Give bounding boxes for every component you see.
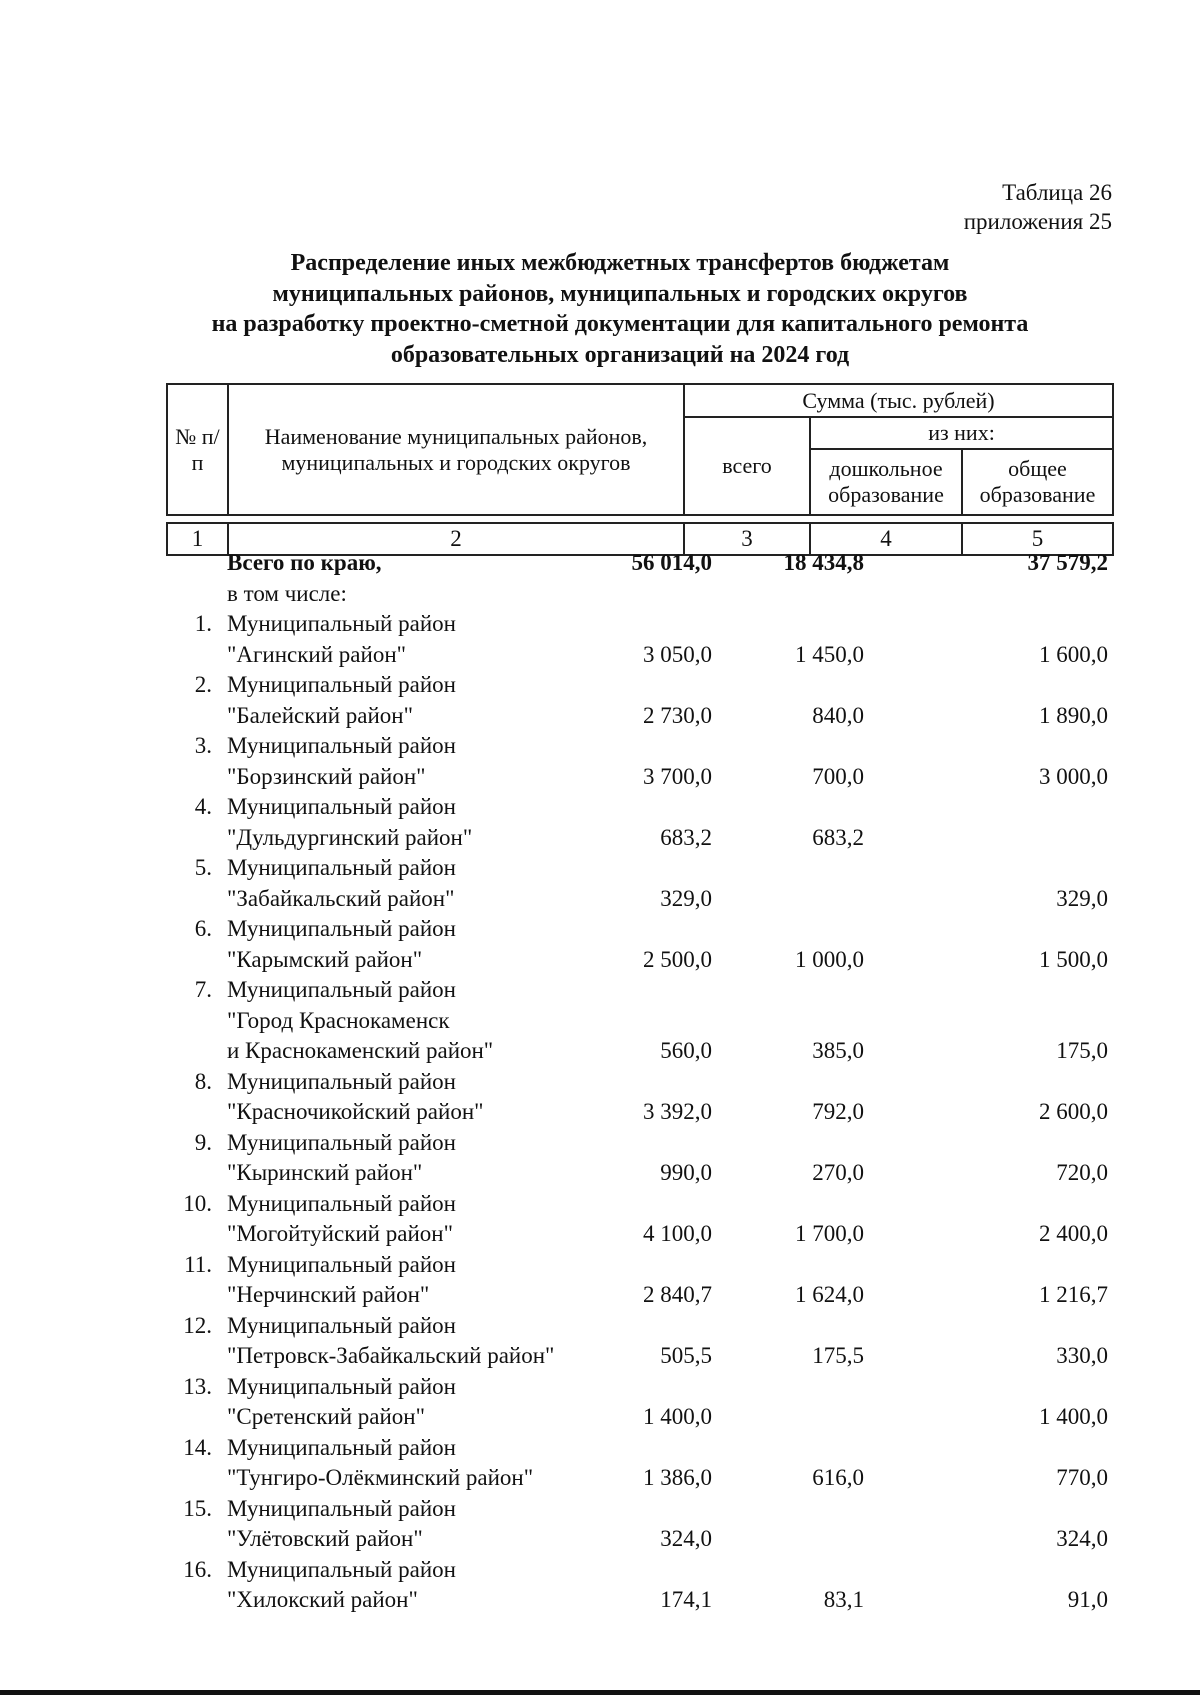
row-total: 2 500,0 (643, 946, 712, 972)
title-line: муниципальных районов, муниципальных и городских округов (272, 280, 968, 307)
row-general: 330,0 (1056, 1343, 1108, 1368)
row-preschool: 840,0 (812, 702, 864, 728)
row-number: 4. (194, 794, 212, 819)
table-row (166, 1311, 1112, 1372)
row-name (227, 1128, 667, 1189)
row-number: 15. (183, 1495, 212, 1521)
row-total: 1 400,0 (643, 1404, 712, 1429)
table-row (166, 1494, 1112, 1555)
header-of-which: из них: (810, 417, 1113, 449)
table-row (166, 1250, 1112, 1311)
row-name-line: Муниципальный район (227, 1556, 456, 1582)
header-sum: Сумма (тыс. рублей) (684, 384, 1113, 417)
row-general: 1 890,0 (1039, 702, 1108, 728)
table-row (166, 731, 1112, 792)
row-total: 3 700,0 (643, 763, 712, 789)
row-general: 720,0 (1056, 1160, 1108, 1185)
row-general: 175,0 (1056, 1038, 1108, 1063)
row-name (227, 1433, 667, 1494)
row-total: 2 730,0 (643, 702, 712, 728)
row-total: 324,0 (660, 1526, 712, 1551)
header-num: № п/п (167, 384, 228, 515)
row-name-line: "Борзинский район" (227, 763, 426, 789)
table-caption-appendix: приложения 25 (963, 209, 1112, 234)
total-preschool: 18 434,8 (783, 550, 864, 575)
row-number: 9. (194, 1129, 212, 1155)
row-name (227, 1250, 667, 1311)
row-number: 7. (194, 977, 212, 1002)
row-preschool: 83,1 (823, 1587, 864, 1612)
row-name (227, 975, 667, 1067)
row-name-line: и Краснокаменский район" (227, 1038, 494, 1063)
row-total: 3 392,0 (643, 1099, 712, 1124)
total-row (166, 548, 1112, 609)
row-name-line: "Петровск-Забайкальский район" (227, 1343, 555, 1368)
row-name-line: Муниципальный район (227, 672, 456, 697)
row-general: 770,0 (1056, 1465, 1108, 1490)
row-number: 6. (194, 916, 212, 941)
row-number: 11. (184, 1251, 212, 1277)
table-row (166, 1555, 1112, 1616)
row-name-line: "Дульдургинский район" (227, 824, 473, 850)
row-name (227, 1189, 667, 1250)
row-name-line: Муниципальный район (227, 794, 456, 819)
row-name (227, 670, 667, 731)
row-number: 8. (194, 1068, 212, 1094)
row-total: 990,0 (660, 1160, 712, 1185)
row-name-line: Муниципальный район (227, 1068, 456, 1094)
total-label: Всего по краю, (227, 550, 382, 575)
row-preschool: 1 000,0 (795, 946, 864, 972)
row-name-line: Муниципальный район (227, 977, 456, 1002)
table-row (166, 853, 1112, 914)
table-row (166, 1128, 1112, 1189)
table-row (166, 792, 1112, 853)
row-preschool: 1 700,0 (795, 1221, 864, 1246)
header-total: всего (684, 417, 810, 515)
table-header (166, 383, 1114, 556)
row-total: 2 840,7 (643, 1282, 712, 1307)
row-name-line: Муниципальный район (227, 1434, 456, 1460)
row-name-line: "Карымский район" (227, 946, 423, 972)
row-general: 2 600,0 (1039, 1099, 1108, 1124)
row-name (227, 609, 667, 670)
row-name (227, 792, 667, 853)
row-name (227, 1494, 667, 1555)
title-line: на разработку проектно-сметной документации для капитального ремонта (211, 311, 1029, 337)
row-number: 1. (194, 611, 212, 636)
row-number: 2. (194, 672, 212, 697)
row-name (227, 1067, 667, 1128)
row-preschool: 792,0 (812, 1099, 864, 1124)
row-preschool: 270,0 (812, 1160, 864, 1185)
row-name-line: Муниципальный район (227, 1251, 456, 1277)
row-preschool: 700,0 (812, 763, 864, 789)
row-name-line: Муниципальный район (227, 1312, 456, 1338)
col-number-2: 2 (228, 523, 684, 555)
col-number-3: 3 (684, 523, 810, 555)
row-name (227, 731, 667, 792)
row-general: 3 000,0 (1039, 763, 1108, 789)
row-total: 505,5 (660, 1343, 712, 1368)
table-row (166, 914, 1112, 975)
row-preschool: 683,2 (812, 824, 864, 850)
row-name-line: "Забайкальский район" (227, 885, 455, 911)
row-number: 5. (194, 855, 212, 880)
row-number: 10. (183, 1190, 212, 1216)
row-total: 560,0 (660, 1038, 712, 1063)
row-name (227, 1311, 667, 1372)
row-number: 12. (183, 1312, 212, 1338)
row-general: 1 400,0 (1039, 1404, 1108, 1429)
row-name-line: Муниципальный район (227, 855, 456, 880)
row-name-line: Муниципальный район (227, 1495, 456, 1521)
row-name-line: Муниципальный район (227, 733, 456, 758)
row-name-line: "Балейский район" (227, 702, 413, 728)
row-total: 3 050,0 (643, 641, 712, 667)
row-preschool: 1 624,0 (795, 1282, 864, 1307)
row-preschool: 385,0 (812, 1038, 864, 1063)
row-number: 16. (183, 1556, 212, 1582)
col-number-4: 4 (810, 523, 962, 555)
row-name-line: "Нерчинский район" (227, 1282, 430, 1307)
title-line: Распределение иных межбюджетных трансфертов бюджетам (290, 250, 950, 276)
row-general: 1 600,0 (1039, 641, 1108, 667)
row-general: 1 500,0 (1039, 946, 1108, 972)
row-preschool: 616,0 (812, 1465, 864, 1490)
header-preschool: дошкольное образование (810, 449, 962, 515)
row-total: 683,2 (660, 824, 712, 850)
header-name: Наименование муниципальных районов, муниципальных и городских округов (228, 384, 684, 515)
table-caption-number: Таблица 26 (1002, 180, 1112, 205)
total-general: 37 579,2 (1027, 550, 1108, 575)
row-total: 174,1 (660, 1587, 712, 1612)
table-row (166, 1189, 1112, 1250)
row-total: 1 386,0 (643, 1465, 712, 1490)
row-name-line: "Красночикойский район" (227, 1099, 484, 1124)
document-title (150, 248, 1090, 370)
row-preschool: 175,5 (812, 1343, 864, 1368)
row-name-line: Муниципальный район (227, 611, 456, 636)
row-name-line: "Могойтуйский район" (227, 1221, 453, 1246)
col-number-5: 5 (962, 523, 1113, 555)
row-name (227, 1555, 667, 1616)
row-name-line: "Хилокский район" (227, 1587, 418, 1612)
table-row (166, 609, 1112, 670)
table-row (166, 1067, 1112, 1128)
total-sublabel: в том числе: (227, 580, 347, 606)
row-name-line: Муниципальный район (227, 1190, 456, 1216)
row-total: 4 100,0 (643, 1221, 712, 1246)
row-name-line: "Сретенский район" (227, 1404, 425, 1429)
table-body (166, 548, 1112, 1616)
table-row (166, 1372, 1112, 1433)
row-number: 14. (183, 1434, 212, 1460)
row-name-line: Муниципальный район (227, 1129, 456, 1155)
row-general: 91,0 (1067, 1587, 1108, 1612)
row-general: 1 216,7 (1039, 1282, 1108, 1307)
table-row (166, 670, 1112, 731)
total-sum: 56 014,0 (631, 550, 712, 575)
table-row (166, 975, 1112, 1067)
row-name (227, 1372, 667, 1433)
row-general: 324,0 (1056, 1526, 1108, 1551)
row-total: 329,0 (660, 885, 712, 911)
row-name (227, 914, 667, 975)
page-bottom-rule (0, 1690, 1200, 1695)
row-number: 3. (194, 733, 212, 758)
row-preschool: 1 450,0 (795, 641, 864, 667)
row-name-line: "Кыринский район" (227, 1160, 423, 1185)
row-general: 2 400,0 (1039, 1221, 1108, 1246)
row-name-line: "Агинский район" (227, 641, 407, 667)
row-name-line: "Улётовский район" (227, 1526, 423, 1551)
row-number: 13. (183, 1373, 212, 1399)
row-name-line: "Город Краснокаменск (227, 1007, 450, 1033)
header-general: общее образование (962, 449, 1113, 515)
title-line: образовательных организаций на 2024 год (390, 341, 850, 368)
row-name (227, 853, 667, 914)
row-general: 329,0 (1056, 885, 1108, 911)
row-name-line: Муниципальный район (227, 1373, 456, 1399)
table-row (166, 1433, 1112, 1494)
col-number-1: 1 (167, 523, 228, 555)
row-name-line: "Тунгиро-Олёкминский район" (227, 1465, 534, 1490)
row-name-line: Муниципальный район (227, 916, 456, 941)
